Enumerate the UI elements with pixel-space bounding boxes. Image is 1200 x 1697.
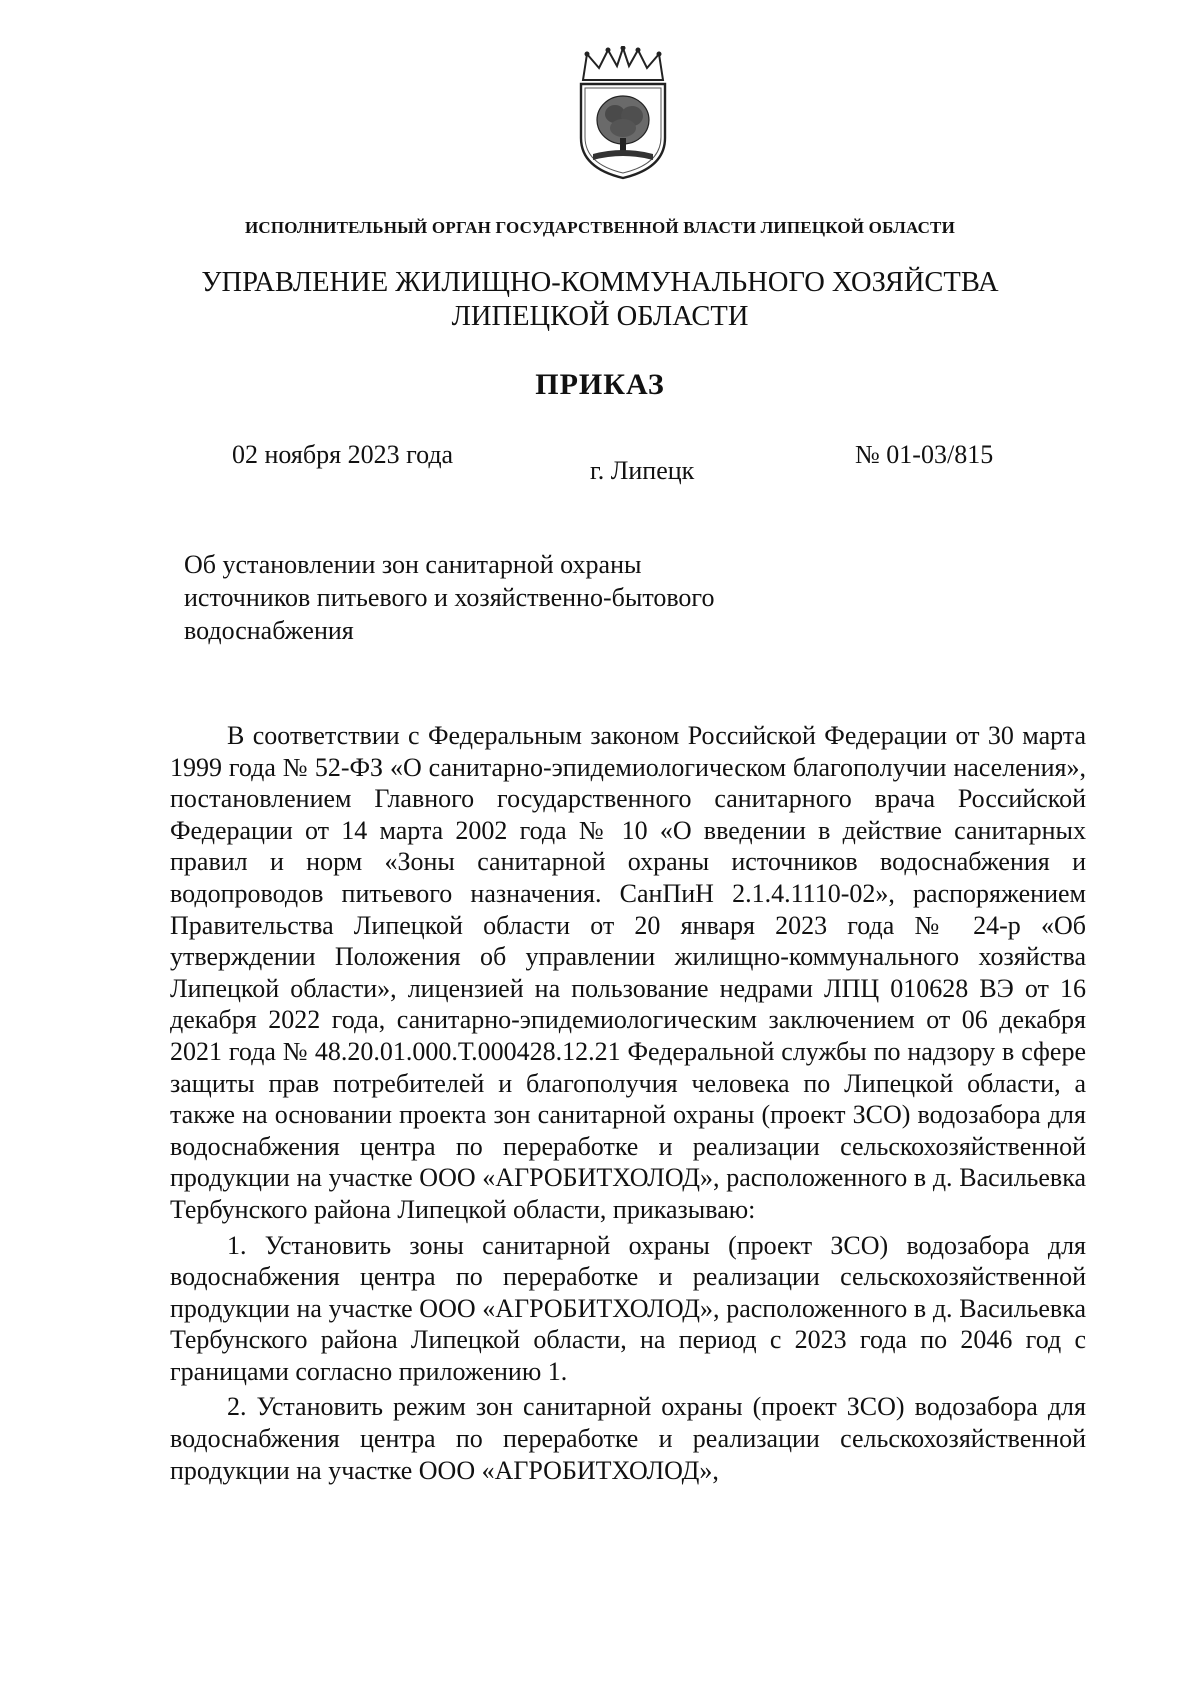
order-item: 1. Установить зоны санитарной охраны (проект ЗСО) водозабора для водоснабжения центра по переработке и реализации сельскохозяйственной продукции на участке ООО «АГРОБИТХОЛОД», расположенного в д. Васильевка Тербунского района Липецкой области, на период с 2023 года по 2046 год с границами согласно приложению 1. [170, 1230, 1086, 1386]
subject-line: Об установлении зон санитарной охраны [184, 550, 642, 579]
department-name [0, 266, 1200, 334]
document-city: г. Липецк [590, 456, 695, 485]
department-line: УПРАВЛЕНИЕ ЖИЛИЩНО-КОММУНАЛЬНОГО ХОЗЯЙСТВА [201, 267, 999, 298]
document-number: № 01-03/815 [855, 440, 994, 469]
preamble-paragraph: В соответствии с Федеральным законом Российской Федерации от 30 марта 1999 года № 52-ФЗ «О санитарно-эпидемиологическом благополучии населения», постановлением Главного государственного санитарного врача Российской Федерации от 14 марта 2002 года № 10 «О введении в действие санитарных правил и норм «Зоны санитарной охраны источников водоснабжения и водопроводов питьевого назначения. СанПиН 2.1.4.1110-02», распоряжением Правительства Липецкой области от 20 января 2023 года № 24-р «Об утверждении Положения об управлении жилищно-коммунального хозяйства Липецкой области», лицензией на пользование недрами ЛПЦ 010628 ВЭ от 16 декабря 2022 года, санитарно-эпидемиологическим заключением от 06 декабря 2021 года № 48.20.01.000.Т.000428.12.21 Федеральной службы по надзору в сфере защиты прав потребителей и благополучия человека по Липецкой области, а также на основании проекта зон санитарной охраны (проект ЗСО) водозабора для водоснабжения центра по переработке и реализации сельскохозяйственной продукции на участке ООО «АГРОБИТХОЛОД», расположенного в д. Васильевка Тербунского района Липецкой области, приказываю: [170, 721, 1086, 1224]
document-subject [184, 548, 804, 647]
subject-line: водоснабжения [184, 616, 354, 645]
issuer-authority: ИСПОЛНИТЕЛЬНЫЙ ОРГАН ГОСУДАРСТВЕННОЙ ВЛАСТИ ЛИПЕЦКОЙ ОБЛАСТИ [244, 218, 956, 237]
document-body [170, 720, 1086, 1486]
document-type: ПРИКАЗ [535, 368, 665, 401]
department-line: ЛИПЕЦКОЙ ОБЛАСТИ [451, 301, 749, 332]
document-date: 02 ноября 2023 года [232, 440, 454, 469]
subject-line: источников питьевого и хозяйственно-бытового [184, 583, 715, 612]
order-item: 2. Установить режим зон санитарной охраны (проект ЗСО) водозабора для водоснабжения центра по переработке и реализации сельскохозяйственной продукции на участке ООО «АГРОБИТХОЛОД», [170, 1392, 1086, 1485]
coat-of-arms-icon [575, 46, 671, 180]
